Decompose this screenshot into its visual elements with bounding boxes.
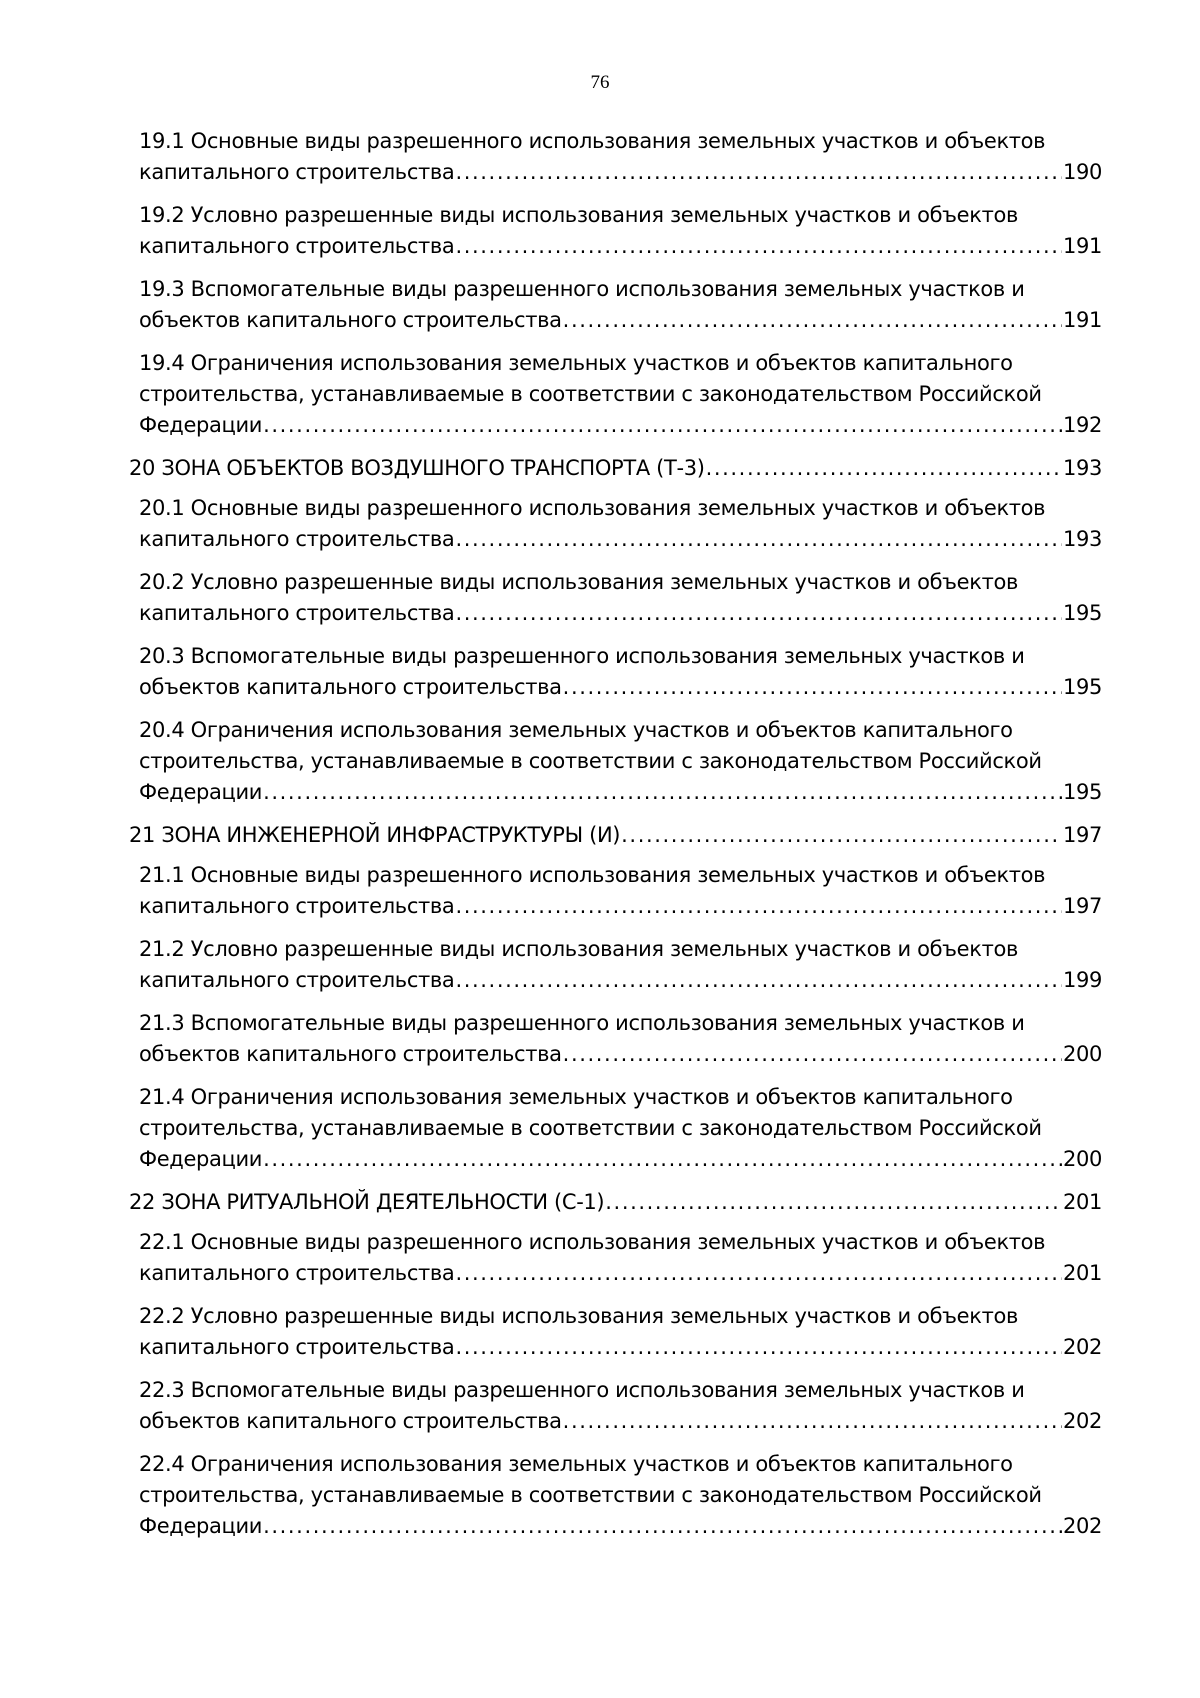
toc-subsection-entry[interactable] [139,715,1102,808]
toc-page-number: 195 [1062,780,1102,804]
toc-page-number: 193 [1062,456,1102,480]
toc-subsection-entry[interactable] [139,348,1102,441]
dot-leader [263,410,1062,441]
toc-entry-final-line [139,1258,1102,1289]
toc-entry-final-line [129,453,1102,484]
toc-entry-text-line: 19.1 Основные виды разрешенного использования земельных участков и объектов [139,129,1046,153]
dot-leader [455,231,1062,262]
toc-entry-text-line: 19.2 Условно разрешенные виды использования земельных участков и объектов [139,203,1018,227]
dot-leader [263,1144,1062,1175]
toc-entry-text-line: объектов капитального строительства [139,675,562,699]
toc-entry-text-line: 21.1 Основные виды разрешенного использования земельных участков и объектов [139,863,1046,887]
dot-leader [563,1406,1062,1437]
toc-entry-text-line: 22.4 Ограничения использования земельных участков и объектов капитального [139,1452,1013,1476]
toc-entry-text-line: 22.3 Вспомогательные виды разрешенного использования земельных участков и [139,1378,1025,1402]
dot-leader [455,1332,1062,1363]
toc-page-number: 191 [1062,234,1102,258]
toc-page-number: 199 [1062,968,1102,992]
toc-entry-final-line [139,524,1102,555]
toc-section-entry[interactable] [129,1187,1102,1218]
toc-entry-final-line [139,598,1102,629]
toc-entry-final-line [139,1406,1102,1437]
dot-leader [563,672,1062,703]
toc-entry-text-line: капитального строительства [139,601,455,625]
toc-subsection-entry[interactable] [139,1082,1102,1175]
toc-subsection-entry[interactable] [139,860,1102,922]
toc-entry-final-line [139,891,1102,922]
toc-subsection-entry[interactable] [139,567,1102,629]
toc-entry-text-line: капитального строительства [139,894,455,918]
toc-subsection-entry[interactable] [139,1375,1102,1437]
toc-section-entry[interactable] [129,453,1102,484]
toc-entry-text-line: 21.4 Ограничения использования земельных участков и объектов капитального [139,1085,1013,1109]
toc-subsection-entry[interactable] [139,1449,1102,1542]
toc-entry-text-line: 20.1 Основные виды разрешенного использования земельных участков и объектов [139,496,1046,520]
toc-page-number: 195 [1062,675,1102,699]
dot-leader [621,820,1062,851]
toc-entry-final-line [129,1187,1102,1218]
toc-entry-text-line: 20.4 Ограничения использования земельных участков и объектов капитального [139,718,1013,742]
toc-entry-final-line [139,1511,1102,1542]
toc-page-number: 195 [1062,601,1102,625]
toc-entry-text-line: Федерации [139,1147,263,1171]
toc-entry-text-line: 19.3 Вспомогательные виды разрешенного использования земельных участков и [139,277,1025,301]
toc-page-number: 202 [1062,1409,1102,1433]
toc-entry-text-line: 21.3 Вспомогательные виды разрешенного использования земельных участков и [139,1011,1025,1035]
toc-entry-final-line [139,231,1102,262]
toc-entry-text-line: 21 ЗОНА ИНЖЕНЕРНОЙ ИНФРАСТРУКТУРЫ (И) [129,823,621,847]
toc-page-number: 192 [1062,413,1102,437]
page-number: 76 [590,72,610,93]
toc-entry-final-line [139,672,1102,703]
toc-entry-final-line [139,410,1102,441]
toc-entry-text-line: строительства, устанавливаемые в соответствии с законодательством Российской [139,382,1042,406]
dot-leader [455,524,1062,555]
toc-page-number: 193 [1062,527,1102,551]
toc-page-number: 202 [1062,1335,1102,1359]
toc-entry-final-line [139,305,1102,336]
toc-entry-text-line: 21.2 Условно разрешенные виды использования земельных участков и объектов [139,937,1018,961]
toc-page-number: 197 [1062,894,1102,918]
dot-leader [563,305,1062,336]
toc-page-number: 190 [1062,160,1102,184]
toc-entry-final-line [139,1039,1102,1070]
toc-entry-text-line: Федерации [139,1514,263,1538]
dot-leader [563,1039,1062,1070]
toc-page-number: 197 [1062,823,1102,847]
toc-entry-text-line: Федерации [139,780,263,804]
toc-entry-text-line: Федерации [139,413,263,437]
toc-entry-text-line: 19.4 Ограничения использования земельных участков и объектов капитального [139,351,1013,375]
toc-entry-text-line: 22 ЗОНА РИТУАЛЬНОЙ ДЕЯТЕЛЬНОСТИ (С-1) [129,1190,605,1214]
toc-entry-text-line: капитального строительства [139,234,455,258]
toc-entry-final-line [139,777,1102,808]
table-of-contents [0,126,1200,1554]
toc-subsection-entry[interactable] [139,1301,1102,1363]
dot-leader [455,157,1062,188]
toc-entry-text-line: капитального строительства [139,1335,455,1359]
toc-entry-final-line [139,1144,1102,1175]
toc-entry-final-line [139,965,1102,996]
toc-entry-final-line [139,157,1102,188]
toc-subsection-entry[interactable] [139,934,1102,996]
toc-entry-text-line: строительства, устанавливаемые в соответствии с законодательством Российской [139,1116,1042,1140]
toc-entry-final-line [139,1332,1102,1363]
toc-entry-text-line: 20.2 Условно разрешенные виды использования земельных участков и объектов [139,570,1018,594]
toc-subsection-entry[interactable] [139,1008,1102,1070]
toc-entry-text-line: 20.3 Вспомогательные виды разрешенного использования земельных участков и [139,644,1025,668]
toc-page-number: 201 [1062,1261,1102,1285]
toc-entry-text-line: 22.1 Основные виды разрешенного использования земельных участков и объектов [139,1230,1046,1254]
dot-leader [605,1187,1062,1218]
dot-leader [263,777,1062,808]
toc-page-number: 200 [1062,1042,1102,1066]
dot-leader [455,1258,1062,1289]
dot-leader [706,453,1062,484]
toc-entry-text-line: строительства, устанавливаемые в соответствии с законодательством Российской [139,749,1042,773]
toc-section-entry[interactable] [129,820,1102,851]
dot-leader [455,891,1062,922]
toc-page-number: 202 [1062,1514,1102,1538]
toc-entry-text-line: капитального строительства [139,160,455,184]
toc-subsection-entry[interactable] [139,126,1102,188]
toc-entry-text-line: 20 ЗОНА ОБЪЕКТОВ ВОЗДУШНОГО ТРАНСПОРТА (Т-3) [129,456,705,480]
toc-page-number: 200 [1062,1147,1102,1171]
toc-entry-text-line: капитального строительства [139,968,455,992]
toc-subsection-entry[interactable] [139,493,1102,555]
toc-subsection-entry[interactable] [139,274,1102,336]
dot-leader [455,598,1062,629]
toc-page-number: 191 [1062,308,1102,332]
toc-entry-final-line [129,820,1102,851]
toc-page-number: 201 [1062,1190,1102,1214]
toc-entry-text-line: объектов капитального строительства [139,1042,562,1066]
toc-subsection-entry[interactable] [139,200,1102,262]
toc-entry-text-line: капитального строительства [139,527,455,551]
toc-entry-text-line: объектов капитального строительства [139,308,562,332]
toc-subsection-entry[interactable] [139,641,1102,703]
toc-entry-text-line: капитального строительства [139,1261,455,1285]
toc-entry-text-line: 22.2 Условно разрешенные виды использования земельных участков и объектов [139,1304,1018,1328]
toc-entry-text-line: объектов капитального строительства [139,1409,562,1433]
dot-leader [455,965,1062,996]
toc-subsection-entry[interactable] [139,1227,1102,1289]
toc-entry-text-line: строительства, устанавливаемые в соответствии с законодательством Российской [139,1483,1042,1507]
dot-leader [263,1511,1062,1542]
